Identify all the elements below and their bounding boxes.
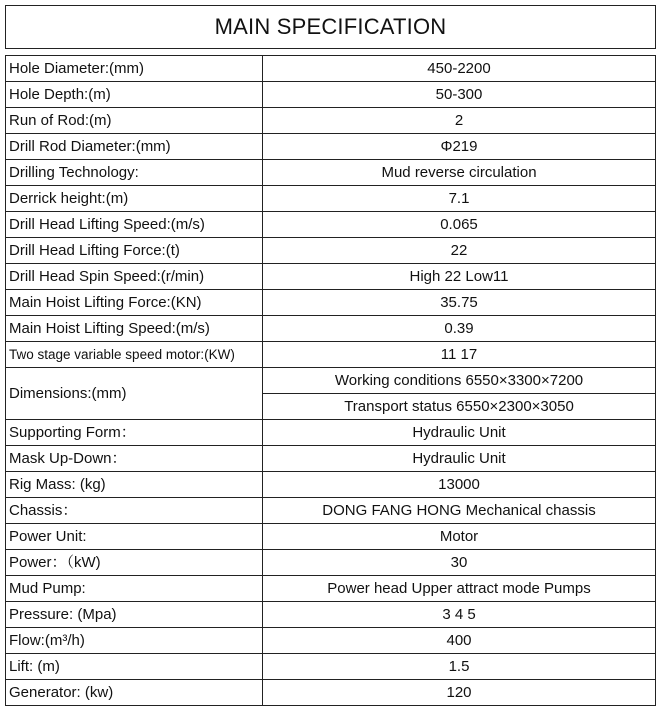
spec-label: Drilling Technology: — [6, 160, 263, 186]
table-row — [6, 420, 656, 446]
table-row — [6, 368, 656, 394]
spec-value: 11 17 — [263, 342, 656, 368]
spec-label: Power：（kW) — [6, 550, 263, 576]
spec-table — [5, 55, 656, 706]
spec-value: 0.39 — [263, 316, 656, 342]
spec-label: Drill Head Spin Speed:(r/min) — [6, 264, 263, 290]
table-row — [6, 264, 656, 290]
table-row — [6, 550, 656, 576]
spec-value: Φ219 — [263, 134, 656, 160]
dimensions-transport-value: Transport status 6550×2300×3050 — [263, 394, 656, 420]
dimensions-label: Dimensions:(mm) — [6, 368, 263, 420]
spec-label: Pressure: (Mpa) — [6, 602, 263, 628]
spec-label: Drill Head Lifting Speed:(m/s) — [6, 212, 263, 238]
spec-label: Mud Pump: — [6, 576, 263, 602]
spec-value: 50-300 — [263, 82, 656, 108]
spec-value: Hydraulic Unit — [263, 420, 656, 446]
table-row — [6, 82, 656, 108]
spec-value: 3 4 5 — [263, 602, 656, 628]
spec-label: Generator: (kw) — [6, 680, 263, 706]
spec-value: Power head Upper attract mode Pumps — [263, 576, 656, 602]
table-row — [6, 628, 656, 654]
spec-value: 400 — [263, 628, 656, 654]
table-row — [6, 680, 656, 706]
table-row — [6, 134, 656, 160]
spec-value: 450-2200 — [263, 56, 656, 82]
spec-value: Hydraulic Unit — [263, 446, 656, 472]
table-row — [6, 342, 656, 368]
table-row — [6, 186, 656, 212]
spec-label: Main Hoist Lifting Speed:(m/s) — [6, 316, 263, 342]
spec-value: 35.75 — [263, 290, 656, 316]
spec-label: Drill Head Lifting Force:(t) — [6, 238, 263, 264]
spec-label: Mask Up-Down： — [6, 446, 263, 472]
spec-label: Main Hoist Lifting Force:(KN) — [6, 290, 263, 316]
table-row — [6, 56, 656, 82]
spec-label: Flow:(m³/h) — [6, 628, 263, 654]
spec-sheet — [5, 5, 656, 706]
spec-label: Chassis： — [6, 498, 263, 524]
spec-label: Lift: (m) — [6, 654, 263, 680]
spec-value: 1.5 — [263, 654, 656, 680]
table-row — [6, 654, 656, 680]
spec-value: Mud reverse circulation — [263, 160, 656, 186]
page-title: MAIN SPECIFICATION — [5, 5, 656, 49]
table-row — [6, 238, 656, 264]
spec-label: Supporting Form： — [6, 420, 263, 446]
spec-value: DONG FANG HONG Mechanical chassis — [263, 498, 656, 524]
table-row — [6, 524, 656, 550]
table-row — [6, 212, 656, 238]
spec-label: Two stage variable speed motor:(KW) — [6, 342, 263, 368]
table-row — [6, 576, 656, 602]
table-row — [6, 472, 656, 498]
spec-value: 30 — [263, 550, 656, 576]
spec-label: Hole Diameter:(mm) — [6, 56, 263, 82]
spec-value: Motor — [263, 524, 656, 550]
table-row — [6, 446, 656, 472]
spec-label: Derrick height:(m) — [6, 186, 263, 212]
spec-value: High 22 Low11 — [263, 264, 656, 290]
spec-label: Hole Depth:(m) — [6, 82, 263, 108]
spec-value: 22 — [263, 238, 656, 264]
spec-value: 120 — [263, 680, 656, 706]
spec-label: Run of Rod:(m) — [6, 108, 263, 134]
table-row — [6, 498, 656, 524]
table-row — [6, 108, 656, 134]
spec-label: Power Unit: — [6, 524, 263, 550]
table-row — [6, 160, 656, 186]
spec-value: 2 — [263, 108, 656, 134]
dimensions-working-value: Working conditions 6550×3300×7200 — [263, 368, 656, 394]
spec-value: 7.1 — [263, 186, 656, 212]
spec-label: Drill Rod Diameter:(mm) — [6, 134, 263, 160]
table-row — [6, 602, 656, 628]
table-row — [6, 290, 656, 316]
table-row — [6, 316, 656, 342]
spec-label: Rig Mass: (kg) — [6, 472, 263, 498]
spec-value: 0.065 — [263, 212, 656, 238]
spec-value: 13000 — [263, 472, 656, 498]
